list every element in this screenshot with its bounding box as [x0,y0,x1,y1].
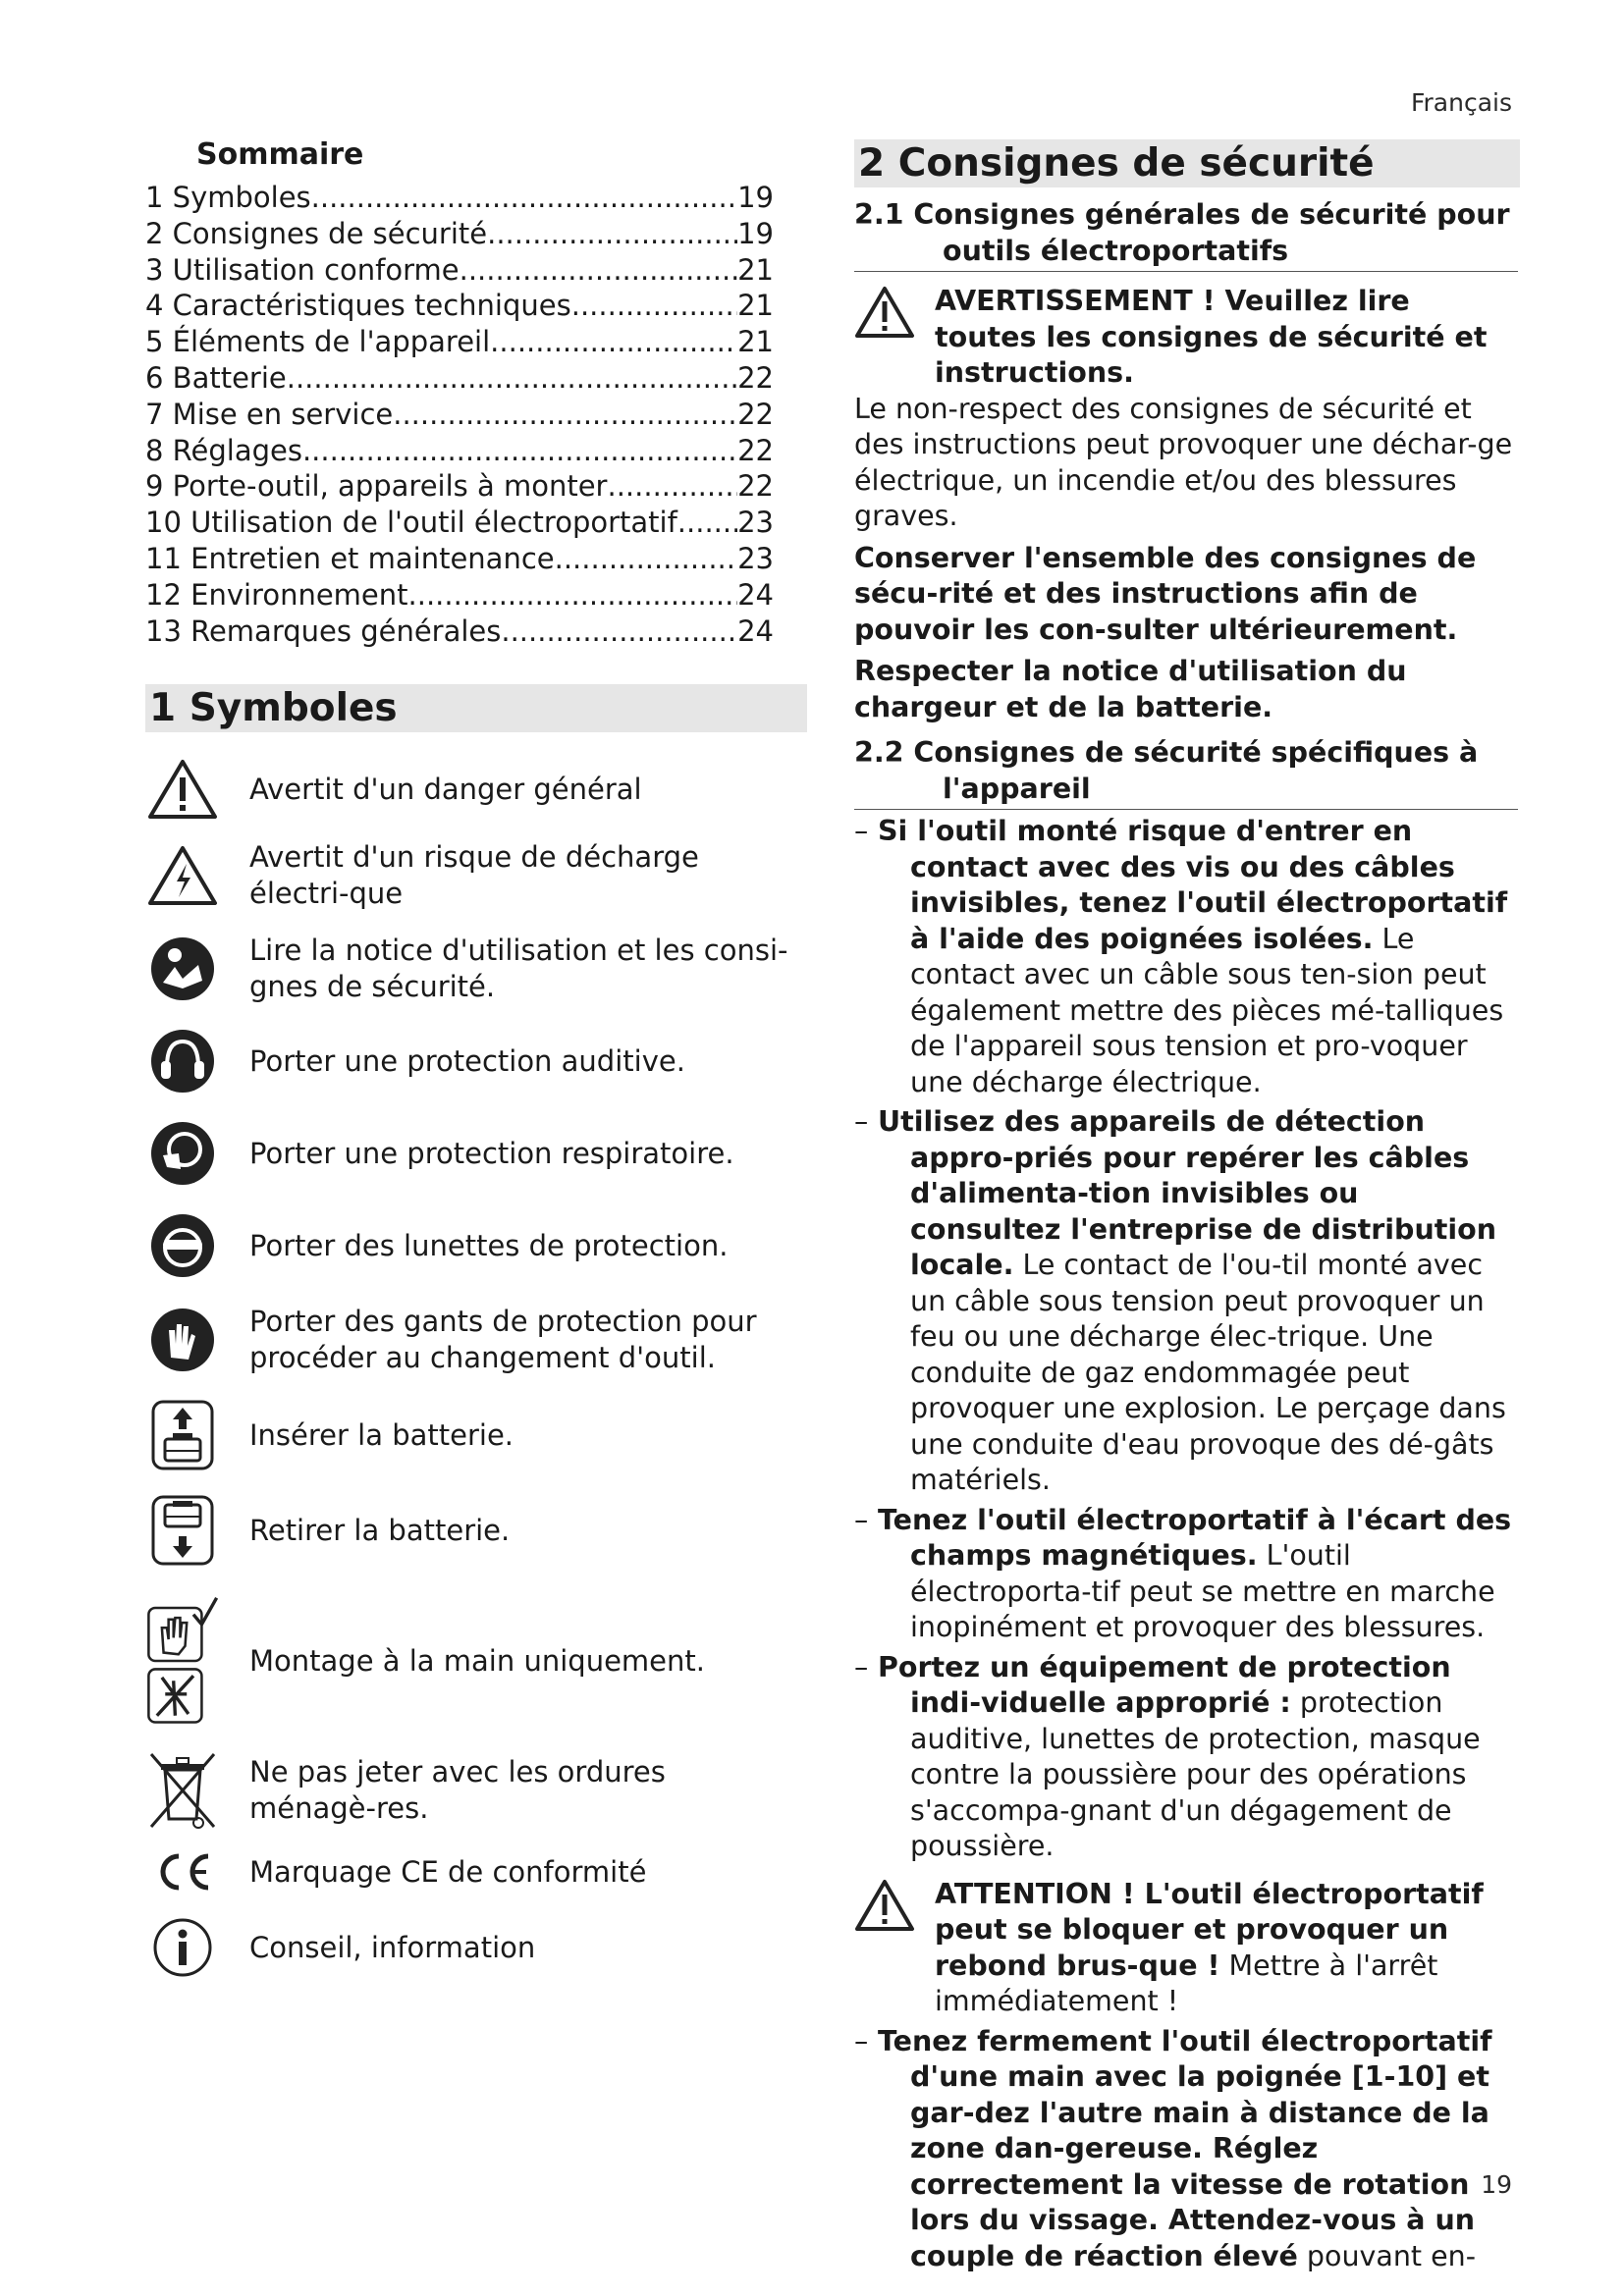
attention-block: ATTENTION ! L'outil électroportatif peut se bloquer et provoquer un rebond brus-que ! Mettre à l'arrêt immédiatement ! [854,1877,1518,2020]
warning-triangle-icon [854,1879,915,1936]
toc-entry[interactable]: 11 Entretien et maintenance ..... 23 [145,541,774,577]
keep-instructions-text: Conserver l'ensemble des consignes de sécu-rité et des instructions afin de pouvoir les con-sulter ultérieurement. [854,541,1477,646]
symbol-item: Porter des gants de protection pour procéder au changement d'outil. [145,1292,803,1388]
symbol-item: Porter une protection auditive. [145,1015,803,1107]
toc-entry[interactable]: 4 Caractéristiques techniques ..... 21 [145,288,774,324]
subsection-heading-general: 2.1 Consignes générales de sécurité pour outils électroportatifs [854,197,1518,272]
page-language: Français [1410,88,1512,117]
safety-bullet: – Tenez l'outil électroportatif à l'écart des champs magnétiques. L'outil électroporta-tif peut se mettre en marche inopinément et provoquer des blessures. [854,1503,1512,1643]
hand-mount-only-icon [145,1582,220,1739]
toc-title: Sommaire [196,137,364,172]
read-manual-icon [145,935,220,1002]
toc-entry[interactable]: 1 Symboles ..... 19 [145,180,774,216]
toc-entry[interactable]: 8 Réglages ..... 22 [145,433,774,469]
symbol-item: Avertit d'un danger général [145,750,803,828]
section-heading-symbols: 1 Symboles [145,684,807,732]
symbol-list [145,750,803,1989]
warning-triangle-icon [145,758,220,821]
toc-entry[interactable]: 5 Éléments de l'appareil ..... 21 [145,324,774,360]
symbol-item: Ne pas jeter avec les ordures ménagè-res. [145,1743,803,1838]
insert-battery-icon [145,1400,220,1470]
safety-bullet: – Si l'outil monté risque d'entrer en contact avec des vis ou des câbles invisibles, tenez l'outil électroportatif à l'aide des poignées isolées. Le contact avec un câble sous ten-sion peut également mettre des pièces mé-talliques de l'appareil sous tension et pro-voquer une décharge électrique. [854,815,1508,1098]
ce-mark-icon [145,1852,220,1892]
toc-entry[interactable]: 2 Consignes de sécurité ..... 19 [145,216,774,252]
page-number: 19 [1481,2170,1512,2199]
symbol-item: Marquage CE de conformité [145,1838,803,1906]
safety-bullet: – Utilisez des appareils de détection appro-priés pour repérer les câbles d'alimenta-tion invisibles ou consultez l'entreprise de distribution locale. Le contact de l'ou-til monté avec un câble sous tension peut provoquer un feu ou une décharge élec-trique. Une conduite de gaz endommagée peut provoquer une explosion. Le perçage dans une conduite d'eau provoque des dé-gâts matériels. [854,1105,1506,1496]
toc-entry[interactable]: 10 Utilisation de l'outil électroportatif ..... 23 [145,505,774,541]
toc-entry[interactable]: 7 Mise en service ..... 22 [145,397,774,433]
symbol-item: Retirer la batterie. [145,1482,803,1578]
warning-text: Le non-respect des consignes de sécurité et des instructions peut provoquer une déchar-ge électrique, un incendie et/ou des blessures graves. [854,392,1513,532]
symbol-item: Lire la notice d'utilisation et les consi-gnes de sécurité. [145,923,803,1015]
table-of-contents [145,180,774,649]
warning-triangle-icon [854,286,915,343]
symbol-item: Conseil, information [145,1906,803,1989]
toc-entry[interactable]: 6 Batterie ..... 22 [145,360,774,397]
toc-entry[interactable]: 3 Utilisation conforme ..... 21 [145,252,774,289]
subsection-heading-specific: 2.2 Consignes de sécurité spécifiques à l'appareil [854,735,1518,810]
info-icon [145,1917,220,1978]
toc-entry[interactable]: 12 Environnement ..... 24 [145,577,774,614]
ear-protection-icon [145,1028,220,1095]
no-household-waste-icon [145,1750,220,1831]
symbol-item: Porter des lunettes de protection. [145,1200,803,1292]
right-column [854,139,1518,2274]
section-heading-safety: 2 Consignes de sécurité [854,139,1520,187]
symbol-item: Porter une protection respiratoire. [145,1107,803,1200]
symbol-item: Insérer la batterie. [145,1388,803,1482]
remove-battery-icon [145,1495,220,1566]
safety-bullet: – Portez un équipement de protection indi-viduelle approprié : protection auditive, lunettes de protection, masque contre la poussière pour des opérations s'accompa-gnant d'un dégagement de poussière. [854,1650,1481,1862]
left-column [145,137,803,1989]
safety-bullet: – Tenez fermement l'outil électroportatif d'une main avec la poignée [1-10] et gar-dez l'autre main à distance de la zone dan-gereuse. Réglez correctement la vitesse de rotation lors du vissage. Attendez-vous à un couple de réaction élevé pouvant en- [854,2024,1492,2272]
electric-shock-icon [145,844,220,907]
respiratory-protection-icon [145,1120,220,1187]
toc-entry[interactable]: 9 Porte-outil, appareils à monter ..... 22 [145,468,774,505]
charger-notice-text: Respecter la notice d'utilisation du chargeur et de la batterie. [854,655,1407,723]
eye-protection-icon [145,1212,220,1279]
symbol-item: Avertit d'un risque de décharge électri-que [145,828,803,923]
symbol-item: Montage à la main uniquement. [145,1578,803,1743]
gloves-icon [145,1307,220,1373]
toc-entry[interactable]: 13 Remarques générales ..... 24 [145,614,774,650]
warning-block: AVERTISSEMENT ! Veuillez lire toutes les consignes de sécurité et instructions. [854,284,1518,392]
